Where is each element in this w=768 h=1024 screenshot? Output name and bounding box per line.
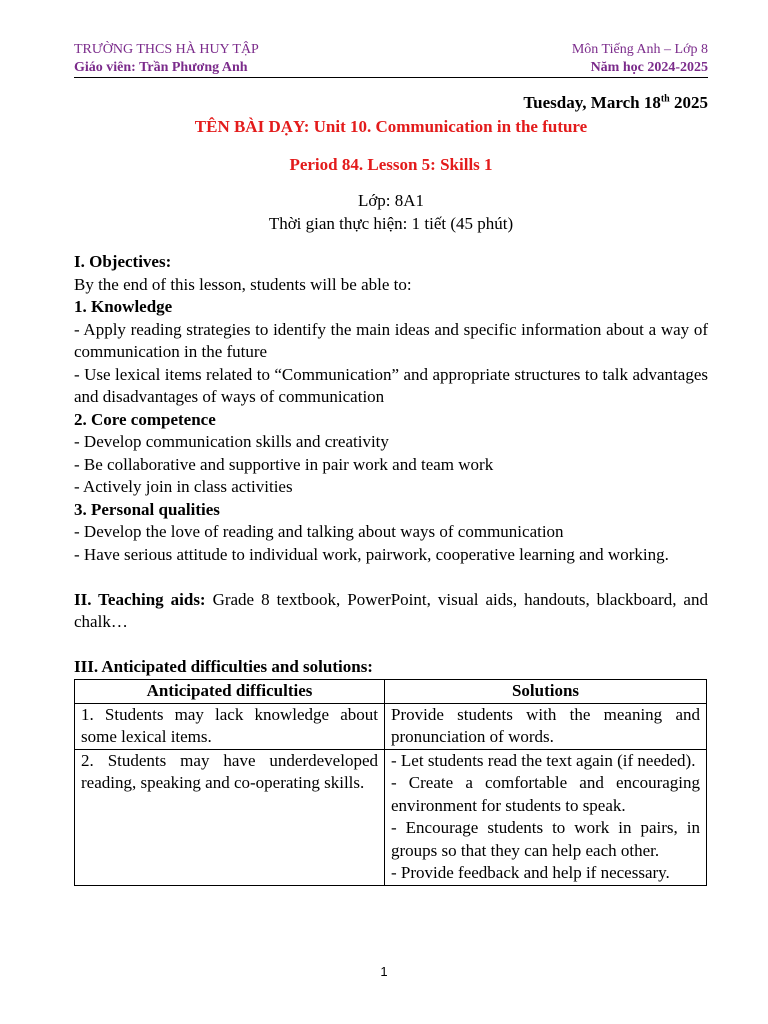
solution-line: - Let students read the text again (if needed).	[391, 750, 696, 770]
personal-item: - Have serious attitude to individual work, pairwork, cooperative learning and working.	[74, 544, 669, 564]
solution-line: - Create a comfortable and encouraging environment for students to speak.	[391, 773, 700, 815]
objectives-heading: I. Objectives:	[74, 252, 172, 271]
core-item: - Actively join in class activities	[74, 477, 293, 496]
difficulty-cell: 2. Students may have underdeveloped reading, speaking and co-operating skills.	[75, 749, 385, 885]
column-header: Solutions	[385, 680, 707, 704]
class-label: Lớp: 8A1	[357, 191, 425, 210]
solution-cell	[385, 749, 707, 885]
personal-item: - Develop the love of reading and talking about ways of communication	[74, 522, 564, 541]
teaching-aids-heading: II. Teaching aids:	[74, 589, 206, 609]
objectives-intro: By the end of this lesson, students will be able to:	[74, 274, 412, 294]
lesson-period: Period 84. Lesson 5: Skills 1	[289, 155, 493, 174]
page-number: 1	[380, 964, 388, 979]
solution-line: - Encourage students to work in pairs, in groups so that they can help each other.	[391, 818, 700, 860]
knowledge-item: - Apply reading strategies to identify the main ideas and specific information about a way of communication in the future	[74, 319, 708, 361]
solution-line: - Provide feedback and help if necessary.	[391, 863, 670, 882]
school-year: Năm học 2024-2025	[590, 60, 708, 75]
core-competence-heading: 2. Core competence	[74, 409, 216, 429]
difficulties-table	[74, 679, 707, 886]
duration-label: Thời gian thực hiện: 1 tiết (45 phút)	[268, 214, 514, 233]
column-header: Anticipated difficulties	[75, 680, 385, 704]
core-item: - Develop communication skills and creativity	[74, 432, 389, 451]
teaching-aids-text: Grade 8 textbook, PowerPoint, visual aids, handouts, blackboard, and chalk…	[74, 589, 708, 631]
lesson-body	[74, 251, 708, 679]
solution-cell	[385, 703, 707, 749]
table-row	[75, 749, 707, 885]
knowledge-heading: 1. Knowledge	[74, 297, 173, 316]
lesson-date: Tuesday, March 18th 2025	[523, 93, 708, 112]
teacher-name: Giáo viên: Trần Phương Anh	[74, 60, 248, 75]
knowledge-item: - Use lexical items related to “Communication” and appropriate structures to talk advantages and disadvantages of ways of communication	[74, 364, 708, 406]
core-item: - Be collaborative and supportive in pair work and team work	[74, 454, 494, 474]
difficulties-heading: III. Anticipated difficulties and solutions:	[74, 657, 373, 676]
page-header	[74, 41, 708, 78]
difficulty-cell: 1. Students may lack knowledge about some lexical items.	[75, 703, 385, 749]
solution-line: Provide students with the meaning and pronunciation of words.	[391, 704, 700, 746]
subject-label: Môn Tiếng Anh – Lớp 8	[571, 42, 708, 57]
school-name: TRƯỜNG THCS HÀ HUY TẬP	[74, 42, 259, 57]
lesson-title: TÊN BÀI DẠY: Unit 10. Communication in the future	[194, 117, 588, 136]
table-header-row	[75, 680, 707, 704]
personal-qualities-heading: 3. Personal qualities	[74, 499, 220, 519]
teaching-aids	[74, 589, 708, 634]
table-row	[75, 703, 707, 749]
